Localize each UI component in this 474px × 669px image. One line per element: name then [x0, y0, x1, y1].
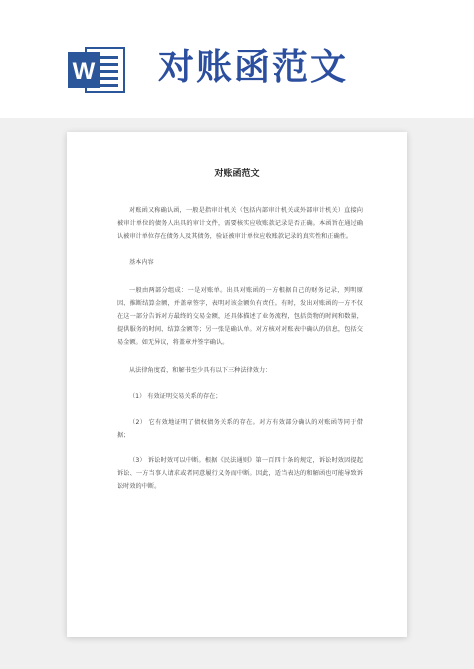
document-page: [67, 132, 407, 637]
document-preview-area: [0, 118, 474, 669]
word-icon-letter: W: [72, 58, 96, 85]
header-banner: [0, 0, 474, 118]
paragraph-effect-3: （3） 诉讼时效可以中断。根据《民法通则》第一百四十条的规定，诉讼时效因提起诉讼、一方当事人请求或者同意履行义务而中断。因此，适当表达的和解函也可能导致诉讼时效的中断。: [117, 457, 363, 490]
paragraph-legal-intro: 从法律角度看，和解书至少具有以下三种法律效力：: [129, 367, 272, 374]
word-document-icon: [66, 44, 128, 96]
paragraph-effect-1: （1） 有效证明交易关系的存在；: [129, 393, 222, 400]
page-title: 对账函范文: [158, 47, 349, 88]
paragraph-definition: 对账函又称确认函，一般是指审计机关（包括内部审计机关或外部审计机关）直接向被审计单位的债务人出具的审计文件，需要核实应收账款记录是否正确。本函旨在通过确认被审计单位存在债务人及其债务，验证被审计单位应收账款记录的真实性和正确性。: [117, 207, 363, 240]
paragraph-effect-2: （2） 它有效地证明了债权债务关系的存在。对方有效部分确认的对账函等同于借据；: [117, 419, 363, 439]
paragraph-heading-basic: 基本内容: [129, 259, 154, 266]
document-title: 对账函范文: [214, 169, 260, 179]
paragraph-composition: 一般由两部分组成：一是对账单。出具对账函的一方根据自己的财务记录，列明原因、推断结算金额，并盖章签字，表明对该金额负有责任。有时，发出对账函的一方不仅在这一部分告诉对方最终的交易金额，还具体描述了业务流程，包括货物的时间和数量，提供服务的时间、结算金额等；另一张是确认单。对方核对对账表中确认的信息，包括交易金额。如无异议，将盖章并签字确认。: [117, 287, 363, 346]
